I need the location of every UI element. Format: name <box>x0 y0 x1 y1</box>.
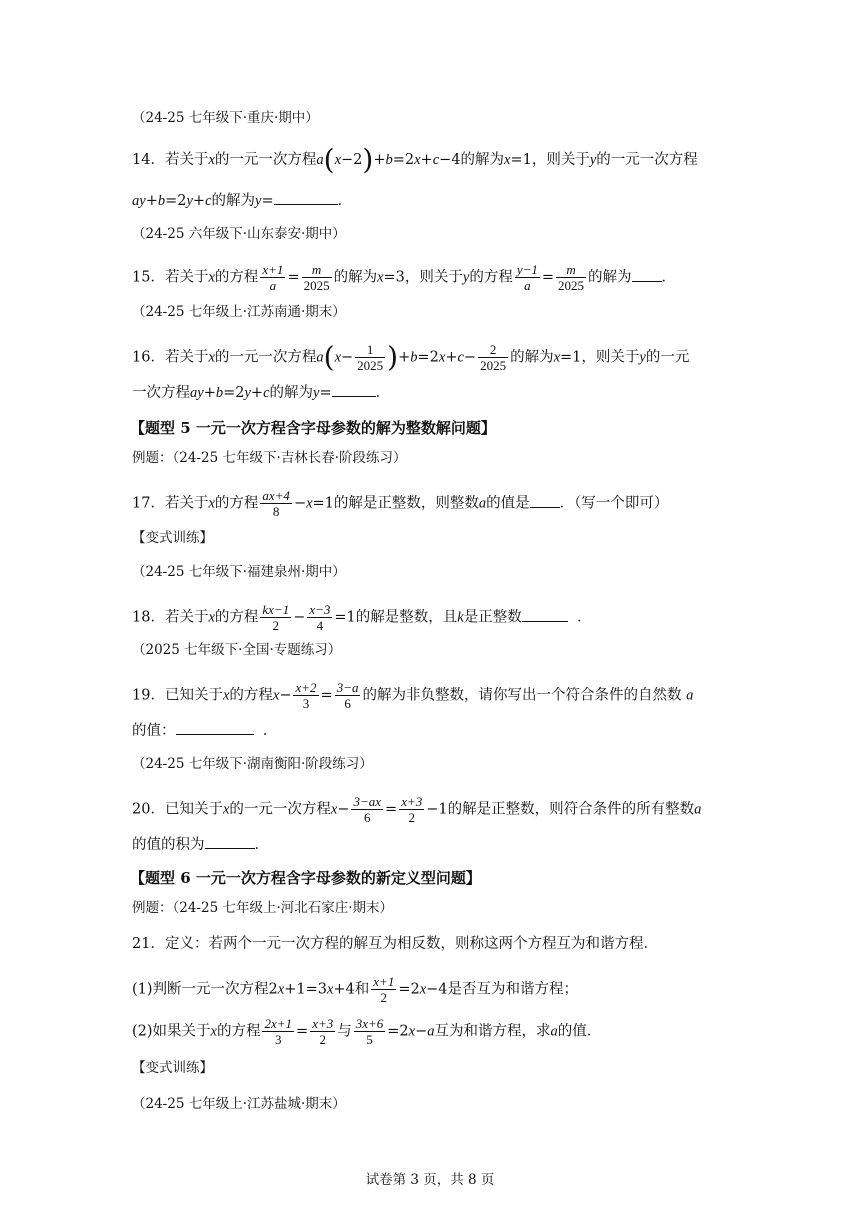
page-footer: 试卷第 3 页，共 8 页 <box>365 1172 495 1188</box>
example-label: 例题：（24-25 七年级上·河北石家庄·期末） <box>132 900 394 916</box>
source-note: （24-25 七年级下·福建泉州·期中） <box>132 564 346 580</box>
answer-blank[interactable] <box>176 720 254 735</box>
variant-label: 【变式训练】 <box>132 1060 213 1076</box>
example-label: 例题：（24-25 七年级下·吉林长春·阶段练习） <box>132 450 407 466</box>
question-17: 17．若关于x的方程 $\frac{ax+4}{8}$ −x=1的解是正整数，则整数a的值是 ．（写一个即可） <box>132 488 669 519</box>
question-21-part2: (2)如果关于x的方程 $\frac{2x+1}{3}$ = $\frac{x+3}{2}$ 与 $\frac{3x+6}{5}$ =2x−a互为和谐方程，求a的值． <box>132 1016 602 1047</box>
question-14-line2: ay+b=2y+c的解为y= ． <box>132 190 352 211</box>
question-18: 18．若关于x的方程 $\frac{kx-1}{2}$ − $\frac{x-3}{4}$ =1的解是整数，且k是正整数 ． <box>132 602 592 633</box>
question-19-line1: 19．已知关于x的方程x− $\frac{x+2}{3}$ = $\frac{3-a}{6}$ 的解为非负整数，请你写出一个符合条件的自然数 a <box>132 680 694 711</box>
source-note: （24-25 六年级下·山东泰安·期中） <box>132 226 346 242</box>
answer-blank[interactable] <box>530 493 560 508</box>
section-header-5: 【题型 5 一元一次方程含字母参数的解为整数解问题】 <box>130 419 496 437</box>
answer-blank[interactable] <box>522 607 568 622</box>
question-16-line1: 16．若关于x的一元一次方程a(x− $\frac{1}{2025}$ )+b=2x+c− $\frac{2}{2025}$ 的解为x=1，则关于y的一元 <box>132 340 690 374</box>
answer-blank[interactable] <box>274 190 338 205</box>
variant-label: 【变式训练】 <box>132 530 213 546</box>
question-15: 15．若关于x的方程 $\frac{x+1}{a}$ = $\frac{m}{2025}$ 的解为x=3，则关于y的方程 $\frac{y-1}{a}$ = $\frac{m}{2025}$ 的解为 ． <box>132 262 677 293</box>
source-note: （2025 七年级下·全国·专题练习） <box>132 642 342 658</box>
question-21-part1: (1)判断一元一次方程2x+1=3x+4和 $\frac{x+1}{2}$ =2x−4是否互为和谐方程； <box>132 974 579 1005</box>
answer-blank[interactable] <box>205 834 255 849</box>
section-header-6: 【题型 6 一元一次方程含字母参数的新定义型问题】 <box>130 869 481 887</box>
source-note: （24-25 七年级下·重庆·期中） <box>132 110 319 126</box>
answer-blank[interactable] <box>332 382 376 397</box>
source-note: （24-25 七年级上·江苏南通·期末） <box>132 304 346 320</box>
question-19-line2: 的值： ． <box>132 720 277 741</box>
source-note: （24-25 七年级下·湖南衡阳·阶段练习） <box>132 756 373 772</box>
question-14-line1: 14．若关于x的一元一次方程a(x−2)+b=2x+c−4的解为x=1，则关于y的一元一次方程 <box>132 143 698 176</box>
answer-blank[interactable] <box>632 267 662 282</box>
question-21-stem: 21．定义：若两个一元一次方程的解互为相反数，则称这两个方程互为和谐方程． <box>132 936 658 952</box>
question-20-line1: 20．已知关于x的一元一次方程x− $\frac{3-ax}{6}$ = $\frac{x+3}{2}$ −1的解是正整数，则符合条件的所有整数a <box>132 794 702 825</box>
source-note: （24-25 七年级上·江苏盐城·期末） <box>132 1096 346 1112</box>
question-20-line2: 的值的积为 ． <box>132 834 269 855</box>
question-16-line2: 一次方程ay+b=2y+c的解为y= ． <box>132 382 390 403</box>
